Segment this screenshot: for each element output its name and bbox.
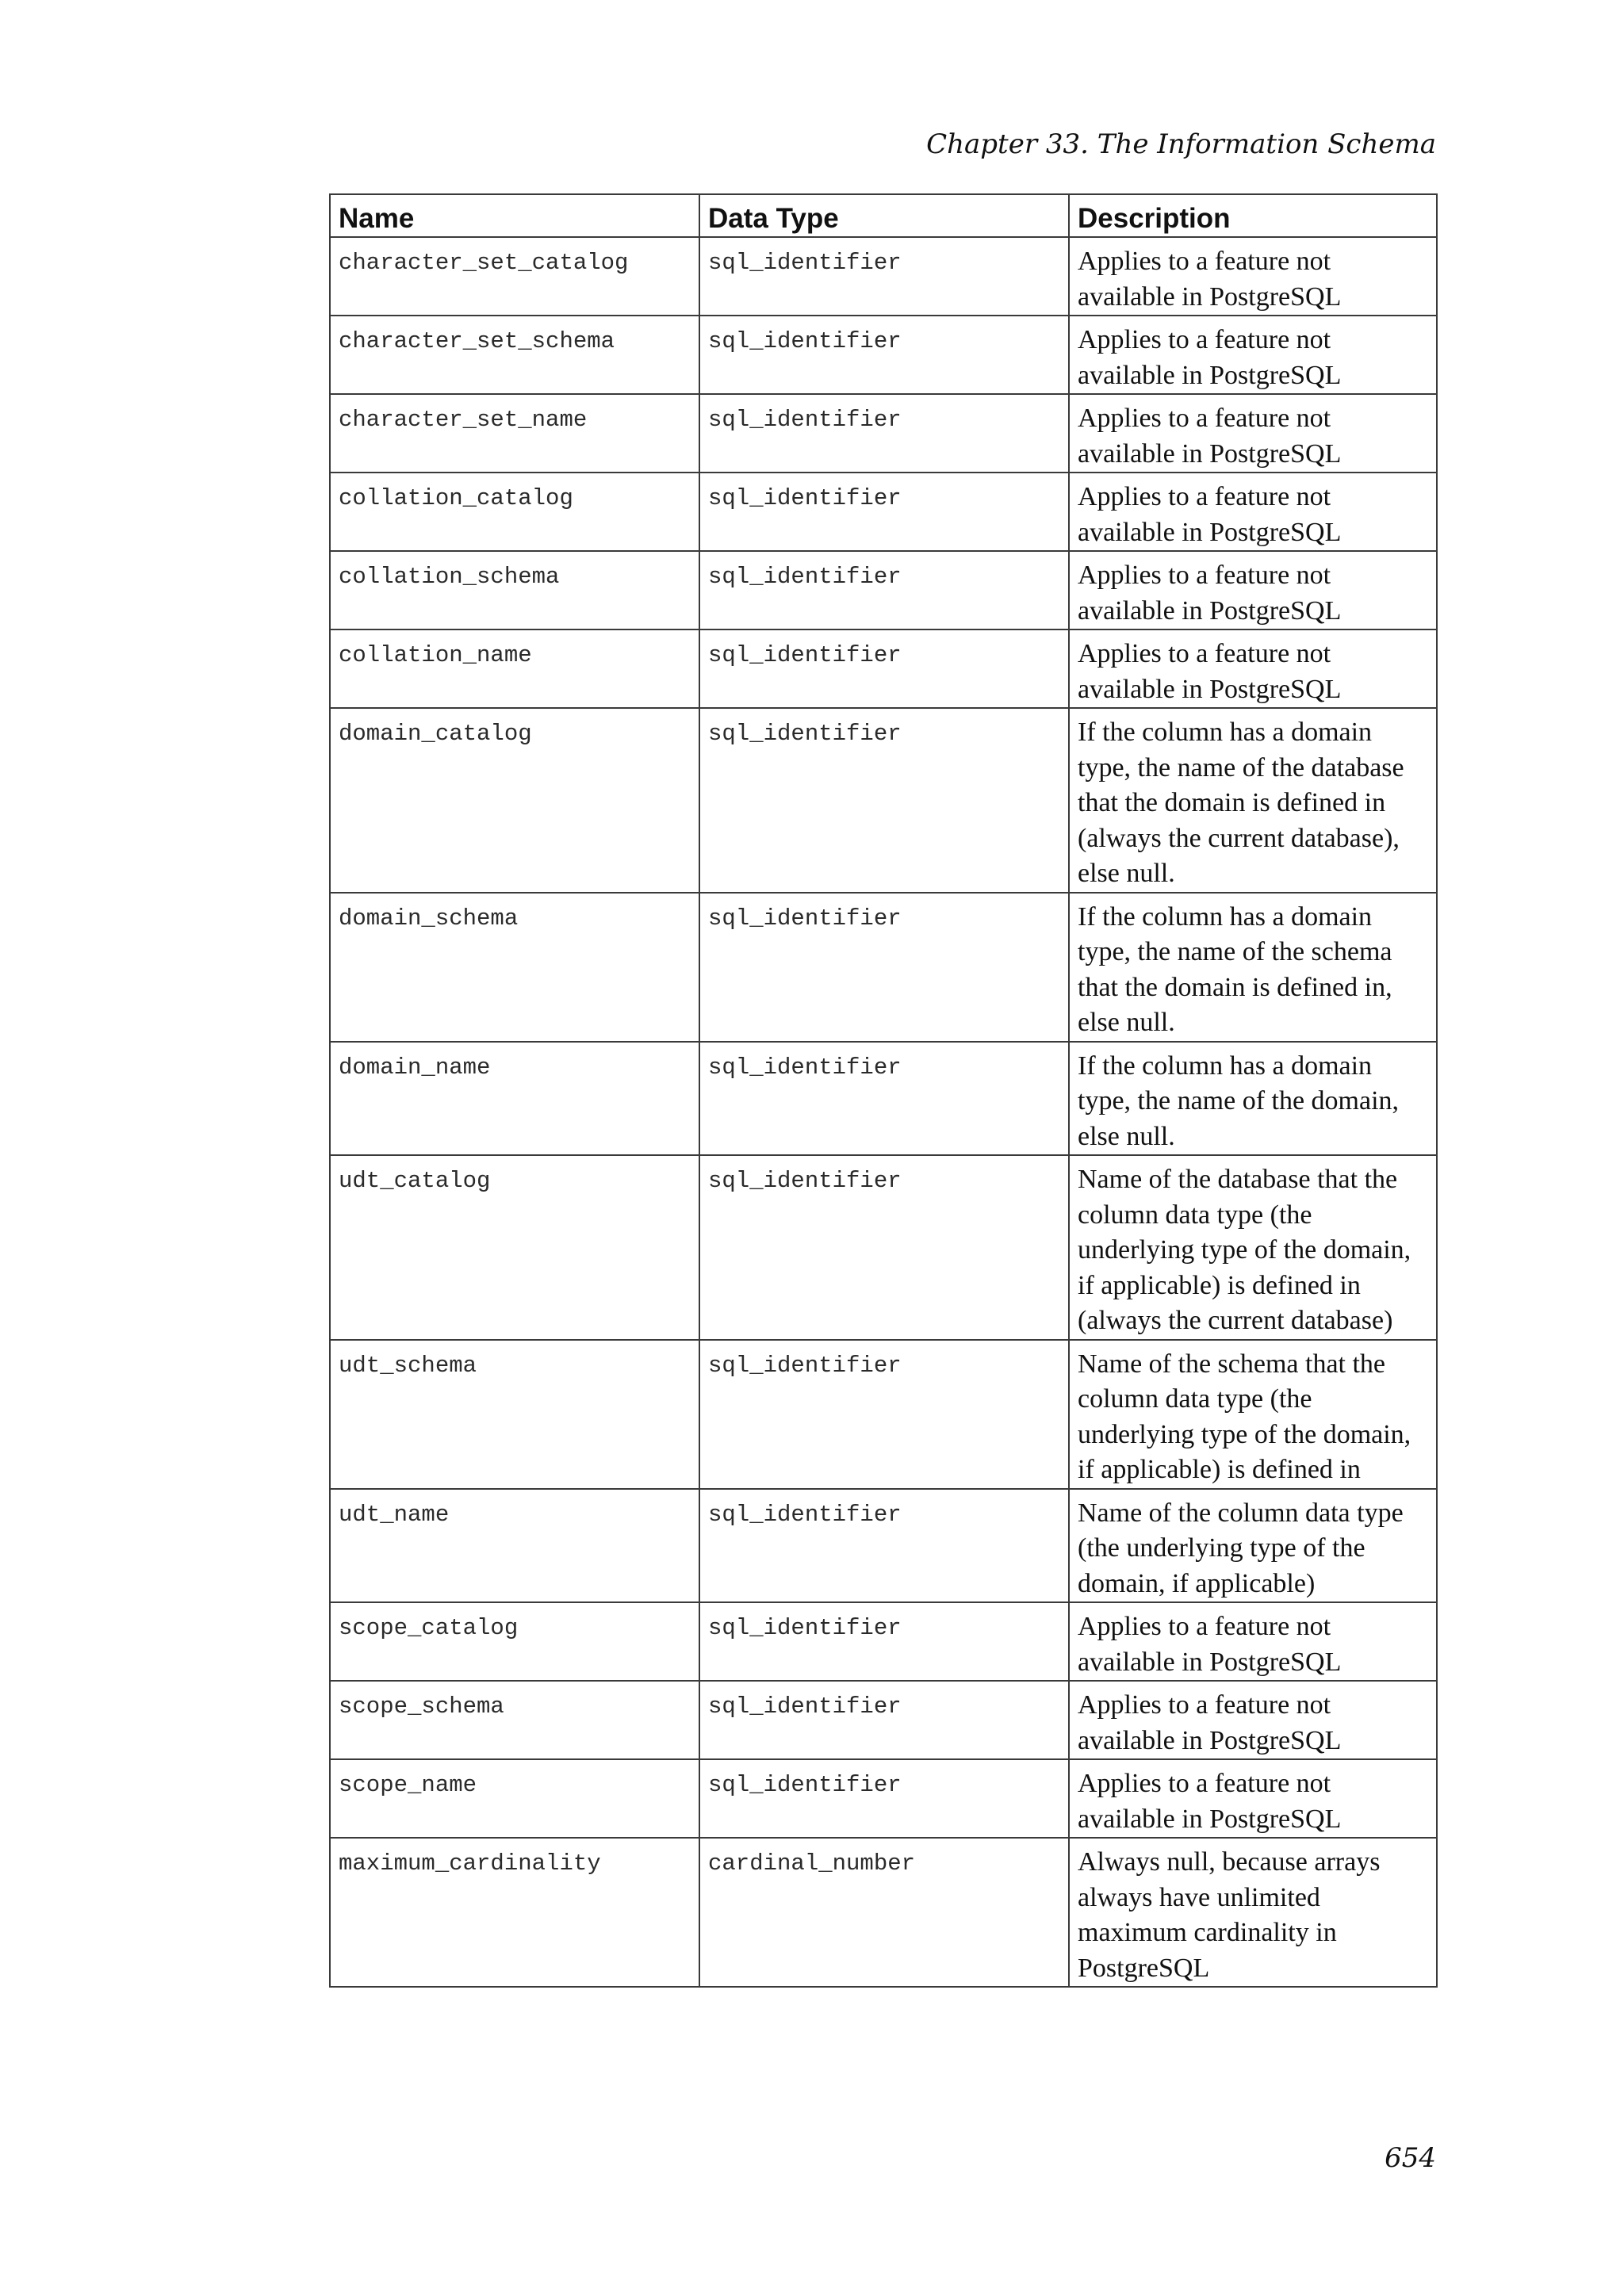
cell-name: character_set_catalog — [330, 237, 699, 316]
cell-description: Applies to a feature not available in PostgreSQL — [1069, 394, 1437, 473]
cell-data-type: sql_identifier — [699, 893, 1069, 1042]
cell-data-type: sql_identifier — [699, 1759, 1069, 1838]
table-row — [330, 237, 1437, 316]
cell-name: udt_name — [330, 1489, 699, 1603]
cell-name: domain_name — [330, 1042, 699, 1156]
cell-description: If the column has a domain type, the name of the database that the domain is defined in (always the current database), else null. — [1069, 708, 1437, 893]
cell-name: collation_catalog — [330, 473, 699, 551]
cell-name: udt_catalog — [330, 1155, 699, 1340]
table-row — [330, 629, 1437, 708]
cell-name: collation_name — [330, 629, 699, 708]
cell-data-type: sql_identifier — [699, 629, 1069, 708]
cell-description: Applies to a feature not available in PostgreSQL — [1069, 1759, 1437, 1838]
cell-name: character_set_schema — [330, 316, 699, 394]
cell-data-type: cardinal_number — [699, 1838, 1069, 1987]
table-row — [330, 473, 1437, 551]
table-row — [330, 1838, 1437, 1987]
cell-data-type: sql_identifier — [699, 1042, 1069, 1156]
cell-description: Applies to a feature not available in PostgreSQL — [1069, 629, 1437, 708]
cell-data-type: sql_identifier — [699, 394, 1069, 473]
table-row — [330, 1340, 1437, 1489]
cell-data-type: sql_identifier — [699, 551, 1069, 629]
table-row — [330, 316, 1437, 394]
cell-data-type: sql_identifier — [699, 1155, 1069, 1340]
cell-description: Applies to a feature not available in PostgreSQL — [1069, 316, 1437, 394]
cell-name: udt_schema — [330, 1340, 699, 1489]
cell-name: maximum_cardinality — [330, 1838, 699, 1987]
cell-description: Applies to a feature not available in PostgreSQL — [1069, 551, 1437, 629]
cell-data-type: sql_identifier — [699, 473, 1069, 551]
table-row — [330, 893, 1437, 1042]
columns-table — [329, 193, 1438, 1988]
column-header-description: Description — [1069, 194, 1437, 237]
cell-data-type: sql_identifier — [699, 1489, 1069, 1603]
cell-description: Applies to a feature not available in PostgreSQL — [1069, 1602, 1437, 1681]
cell-description: Applies to a feature not available in PostgreSQL — [1069, 473, 1437, 551]
table-row — [330, 1602, 1437, 1681]
table-row — [330, 1489, 1437, 1603]
cell-description: If the column has a domain type, the name of the schema that the domain is defined in, else null. — [1069, 893, 1437, 1042]
cell-description: Name of the column data type (the underlying type of the domain, if applicable) — [1069, 1489, 1437, 1603]
table-row — [330, 1155, 1437, 1340]
cell-name: character_set_name — [330, 394, 699, 473]
table-row — [330, 1759, 1437, 1838]
table-row — [330, 1042, 1437, 1156]
cell-description: Applies to a feature not available in PostgreSQL — [1069, 1681, 1437, 1759]
column-header-name: Name — [330, 194, 699, 237]
running-head: Chapter 33. The Information Schema — [926, 128, 1436, 160]
cell-data-type: sql_identifier — [699, 708, 1069, 893]
cell-name: scope_name — [330, 1759, 699, 1838]
cell-name: domain_schema — [330, 893, 699, 1042]
cell-description: Always null, because arrays always have unlimited maximum cardinality in PostgreSQL — [1069, 1838, 1437, 1987]
page-number: 654 — [1385, 2142, 1436, 2174]
cell-description: Applies to a feature not available in PostgreSQL — [1069, 237, 1437, 316]
cell-description: Name of the database that the column data type (the underlying type of the domain, if applicable) is defined in (always the current database) — [1069, 1155, 1437, 1340]
cell-description: Name of the schema that the column data type (the underlying type of the domain, if applicable) is defined in — [1069, 1340, 1437, 1489]
cell-name: domain_catalog — [330, 708, 699, 893]
table-row — [330, 708, 1437, 893]
cell-data-type: sql_identifier — [699, 237, 1069, 316]
cell-name: scope_catalog — [330, 1602, 699, 1681]
cell-name: scope_schema — [330, 1681, 699, 1759]
table-row — [330, 1681, 1437, 1759]
cell-data-type: sql_identifier — [699, 1602, 1069, 1681]
cell-description: If the column has a domain type, the name of the domain, else null. — [1069, 1042, 1437, 1156]
cell-data-type: sql_identifier — [699, 1340, 1069, 1489]
cell-name: collation_schema — [330, 551, 699, 629]
column-header-data-type: Data Type — [699, 194, 1069, 237]
table-header-row — [330, 194, 1437, 237]
cell-data-type: sql_identifier — [699, 316, 1069, 394]
cell-data-type: sql_identifier — [699, 1681, 1069, 1759]
table-row — [330, 551, 1437, 629]
table-row — [330, 394, 1437, 473]
